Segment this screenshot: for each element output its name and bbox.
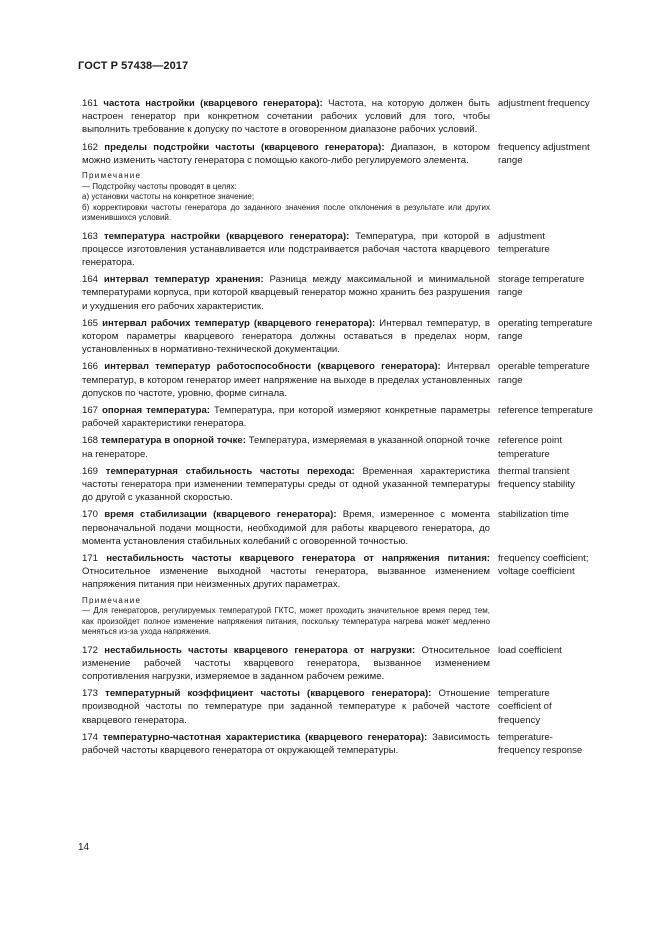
note-voltage: Примечание — Для генераторов, регулируемых температурой ГКТС, может проходить значительное время перед тем, как произойдет полное изменение напряжения питания, поскольку температура нагрева может медленно меняться из-за ухода напряжения. <box>82 595 490 637</box>
term-entry-164 <box>82 273 630 313</box>
term-definition: 162 пределы подстройки частоты (кварцевого генератора): Диапазон, в котором можно изменить частоту генератора с помощью какого-либо регулируемого элемента. <box>82 141 490 166</box>
term-definition: 173 температурный коэффициент частоты (кварцевого генератора): Отношение производной частоты по температуре при заданной температуре к рабочей частоте кварцевого генератора. <box>82 688 490 726</box>
term-definition: 161 частота настройки (кварцевого генератора): Частота, на которую должен быть настроен генератор при конкретном сочетании рабочих условий для того, чтобы выполнить требование к допуску по частоте в оговоренном диапазоне рабочих условий. <box>82 98 490 136</box>
english-equivalent: temperature coefficient of frequency <box>498 688 552 726</box>
term-definition: 163 температура настройки (кварцевого генератора): Температура, при которой в процессе изготовления устанавливается или подстраивается рабочая частота кварцевого генератора. <box>82 230 490 268</box>
term-entry-171 <box>82 552 630 592</box>
term-name: интервал температур хранения: <box>103 274 264 286</box>
term-entry-168 <box>82 434 630 460</box>
term-name: температура настройки (кварцевого генератора): <box>103 230 350 242</box>
term-name: опорная температура: <box>102 404 210 416</box>
english-equivalent: storage temperature range <box>498 274 585 299</box>
term-entry-165 <box>82 317 630 357</box>
term-name: температурно-частотная характеристика (кварцевого генератора): <box>102 731 428 743</box>
term-entry-162 <box>82 141 630 167</box>
term-entry-161 <box>82 97 630 137</box>
term-name: пределы подстройки частоты (кварцевого генератора): <box>104 141 385 153</box>
document-header: ГОСТ Р 57438—2017 <box>78 60 189 72</box>
page-number: 14 <box>78 842 90 853</box>
english-equivalent: stabilization time <box>498 509 569 521</box>
term-name: частота настройки (кварцевого генератора): <box>103 98 323 109</box>
term-definition: 174 температурно-частотная характеристика (кварцевого генератора): Зависимость рабочей частоты кварцевого генератора от окружающей температуры. <box>82 731 490 757</box>
term-entry-169 <box>82 465 630 505</box>
term-definition: 164 интервал температур хранения: Разница между максимальной и минимальной температурами корпуса, при которой кварцевый генератор можно хранить без разрушения и ухудшения его рабочих характеристик. <box>82 274 490 312</box>
term-definition: 166 интервал температур работоспособности (кварцевого генератора): Интервал температур, в котором генератор имеет напряжение на выходе в пределах установленных допусков по частоте, уровню, форме сигнала. <box>82 361 491 399</box>
term-name: нестабильность частоты кварцевого генератора от напряжения питания: <box>106 552 490 564</box>
term-name: интервал температур работоспособности (кварцевого генератора): <box>104 361 441 373</box>
english-equivalent: frequency adjustment range <box>498 141 590 166</box>
term-entry-174 <box>82 731 630 757</box>
english-equivalent: operable temperature range <box>498 361 590 386</box>
term-entry-163 <box>82 230 630 270</box>
term-name: нестабильность частоты кварцевого генератора от нагрузки: <box>104 644 416 656</box>
english-equivalent: load coefficient <box>498 644 562 656</box>
term-definition: 165 интервал рабочих температур (кварцевого генератора): Интервал температур, в котором параметры кварцевого генератора должны оставаться в пределах норм, установленных в нормативно-технической документации. <box>82 317 490 356</box>
term-name: время стабилизации (кварцевого генератора): <box>104 509 337 521</box>
term-definition: 169 температурная стабильность частоты перехода: Временная характеристика частоты генератора при изменении температуры среды от одной указанной температуры до другой с указанной скоростью. <box>82 465 491 504</box>
term-definition: 172 нестабильность частоты кварцевого генератора от нагрузки: Относительное изменение рабочей частоты кварцевого генератора, вызванное изменением сопротивления нагрузки, измеряемое в заданном рабочем режиме. <box>82 644 490 682</box>
english-equivalent: reference point temperature <box>498 435 562 460</box>
english-equivalent: frequency coefficient; voltage coefficient <box>498 552 589 578</box>
english-equivalent: reference temperature <box>498 404 593 416</box>
term-definition: 167 опорная температура: Температура, при которой измеряют конкретные параметры рабочей характеристики генератора. <box>82 404 491 430</box>
term-definition: 170 время стабилизации (кварцевого генератора): Время, измеренное с момента первоначальной подачи мощности, необходимой для работы кварцевого генератора, до момента установления стабильных колебаний с оговоренной точностью. <box>82 509 490 547</box>
term-name: температурный коэффициент частоты (кварцевого генератора): <box>105 688 432 700</box>
term-name: интервал рабочих температур (кварцевого генератора): <box>102 317 376 329</box>
term-entry-172 <box>82 644 630 684</box>
term-entry-166 <box>82 360 630 400</box>
english-equivalent: adjustment temperature <box>498 230 550 255</box>
terms-list <box>82 97 630 761</box>
term-name: температура в опорной точке: <box>100 435 246 447</box>
term-entry-167 <box>82 404 630 430</box>
english-equivalent: operating temperature range <box>498 317 593 342</box>
english-equivalent: thermal transient frequency stability <box>498 465 575 490</box>
english-equivalent: adjustment frequency <box>498 98 590 109</box>
term-definition: 168 температура в опорной точке: Температура, измеряемая в указанной опорной точке на генераторе. <box>82 435 490 460</box>
english-equivalent: temperature- frequency response <box>498 731 583 757</box>
term-name: температурная стабильность частоты перехода: <box>105 465 355 477</box>
term-definition: 171 нестабильность частоты кварцевого генератора от напряжения питания: Относительное изменение выходной частоты генератора, вызванное изменением напряжения питания при неизменных других параметрах. <box>82 552 490 591</box>
note-adjustment: Примечание — Подстройку частоты проводят в целях: а) установки частоты на конкретное значение; б) корректировки частоты генератора до заданного значения после отклонения в результате или других изменившихся условий. <box>82 171 490 223</box>
term-entry-170 <box>82 508 630 548</box>
term-entry-173 <box>82 687 630 727</box>
